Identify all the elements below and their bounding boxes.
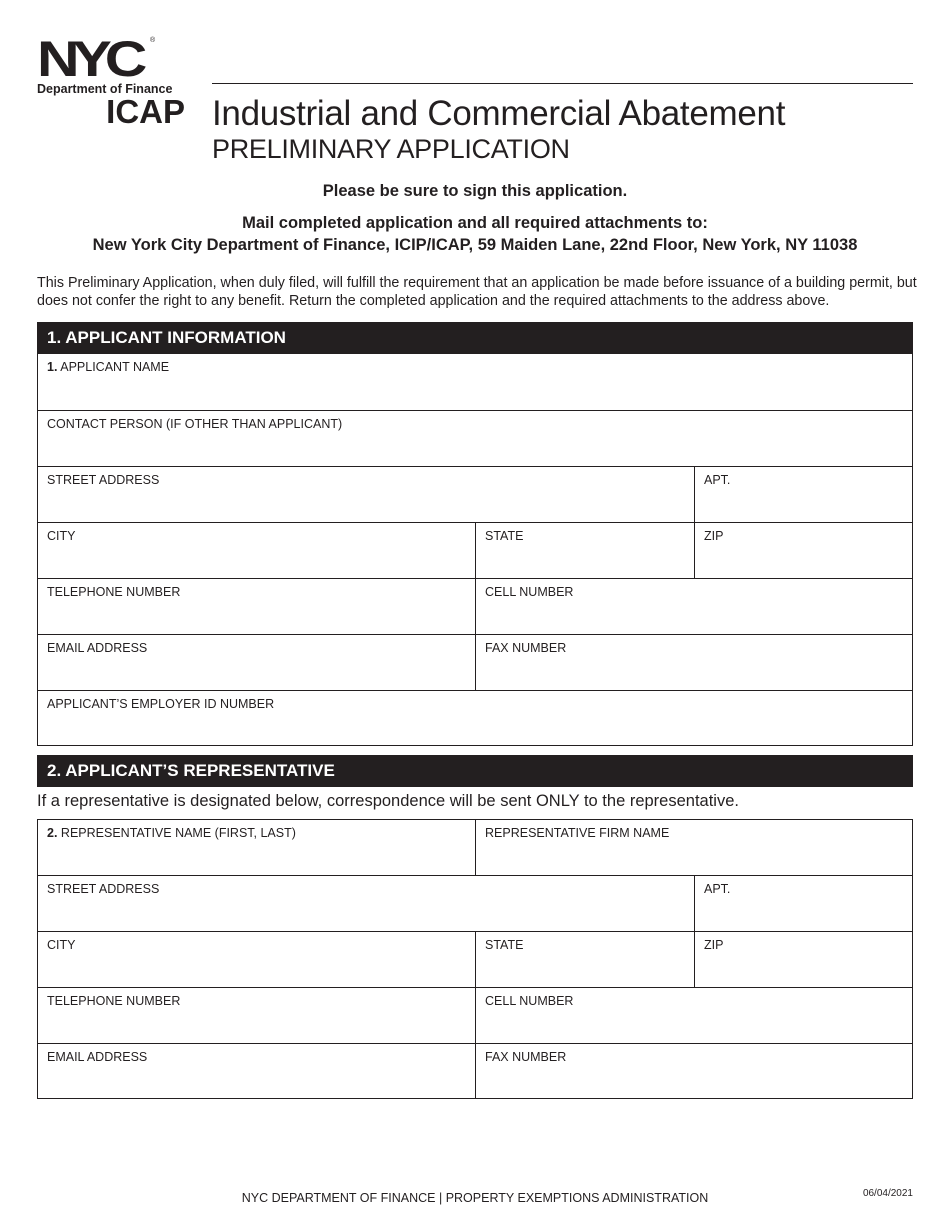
field-label: CONTACT PERSON (IF OTHER THAN APPLICANT) [47, 417, 343, 431]
field-label: CITY [47, 938, 76, 952]
rep-state-field[interactable] [475, 932, 694, 987]
rep-city-field[interactable] [38, 932, 475, 987]
city-field[interactable] [38, 523, 475, 578]
email-field[interactable] [38, 635, 475, 690]
field-label: TELEPHONE NUMBER [47, 585, 181, 599]
field-label: EMAIL ADDRESS [47, 641, 148, 655]
field-label: APT. [704, 882, 731, 896]
contact-person-field[interactable] [38, 411, 912, 466]
sign-notice: Please be sure to sign this application. [322, 182, 628, 200]
field-label: STATE [485, 529, 524, 543]
section-2-heading: 2. APPLICANT’S REPRESENTATIVE [37, 755, 913, 787]
field-label: STREET ADDRESS [47, 473, 160, 487]
rep-telephone-field[interactable] [38, 988, 475, 1043]
mail-address: New York City Department of Finance, ICIP/ICAP, 59 Maiden Lane, 22nd Floor, New York, NY 11038 [92, 236, 858, 254]
field-label: ZIP [704, 529, 724, 543]
field-label: STATE [485, 938, 524, 952]
mail-instruction: Mail completed application and all required attachments to: [242, 214, 708, 232]
rep-zip-field[interactable] [694, 932, 912, 987]
header-rule [212, 83, 913, 84]
zip-field[interactable] [694, 523, 912, 578]
logo-department-name: Department of Finance [37, 82, 173, 96]
representative-note: If a representative is designated below, correspondence will be sent ONLY to the representative. [37, 792, 739, 810]
cell-number-field[interactable] [475, 579, 912, 634]
telephone-field[interactable] [38, 579, 475, 634]
field-label: ZIP [704, 938, 724, 952]
nyc-logo-mark: NYC [37, 31, 141, 87]
revision-date: 06/04/2021 [862, 1188, 913, 1199]
intro-paragraph: This Preliminary Application, when duly filed, will fulfill the requirement that an application be made before issuance of a building permit, but does not confer the right to any benefit. Return the completed application and the required attachments to the address above. [37, 275, 917, 309]
representative-table [37, 819, 913, 1099]
page-title: Industrial and Commercial Abatement [212, 94, 786, 133]
applicant-info-table [37, 354, 913, 746]
rep-cell-number-field[interactable] [475, 988, 912, 1043]
field-number: 1. [47, 360, 58, 374]
field-label: TELEPHONE NUMBER [47, 994, 181, 1008]
field-label: APT. [704, 473, 731, 487]
field-label: FAX NUMBER [485, 641, 567, 655]
section-1-heading: 1. APPLICANT INFORMATION [37, 322, 913, 354]
employer-id-field[interactable] [38, 691, 912, 746]
form-code: ICAP [106, 93, 185, 130]
field-label: REPRESENTATIVE FIRM NAME [485, 826, 670, 840]
nyc-dof-logo [37, 31, 189, 96]
apt-field[interactable] [694, 467, 912, 522]
field-label: CELL NUMBER [485, 994, 574, 1008]
field-label: REPRESENTATIVE NAME (FIRST, LAST) [60, 826, 296, 840]
field-label: APPLICANT NAME [60, 360, 170, 374]
rep-street-address-field[interactable] [38, 876, 694, 931]
rep-fax-field[interactable] [475, 1044, 912, 1099]
state-field[interactable] [475, 523, 694, 578]
rep-apt-field[interactable] [694, 876, 912, 931]
field-label: FAX NUMBER [485, 1050, 567, 1064]
footer-agency: NYC DEPARTMENT OF FINANCE | PROPERTY EXEMPTIONS ADMINISTRATION [241, 1191, 709, 1205]
fax-field[interactable] [475, 635, 912, 690]
rep-email-field[interactable] [38, 1044, 475, 1099]
field-label: CELL NUMBER [485, 585, 574, 599]
field-label: APPLICANT’S EMPLOYER ID NUMBER [47, 697, 275, 711]
rep-firm-field[interactable] [475, 820, 912, 875]
street-address-field[interactable] [38, 467, 694, 522]
rep-name-field[interactable] [38, 820, 475, 875]
field-label: STREET ADDRESS [47, 882, 160, 896]
field-number: 2. [47, 826, 58, 840]
field-label: CITY [47, 529, 76, 543]
registered-mark: ® [150, 37, 156, 44]
page-subtitle: PRELIMINARY APPLICATION [212, 134, 570, 164]
field-label: EMAIL ADDRESS [47, 1050, 148, 1064]
applicant-name-field[interactable] [38, 354, 912, 410]
